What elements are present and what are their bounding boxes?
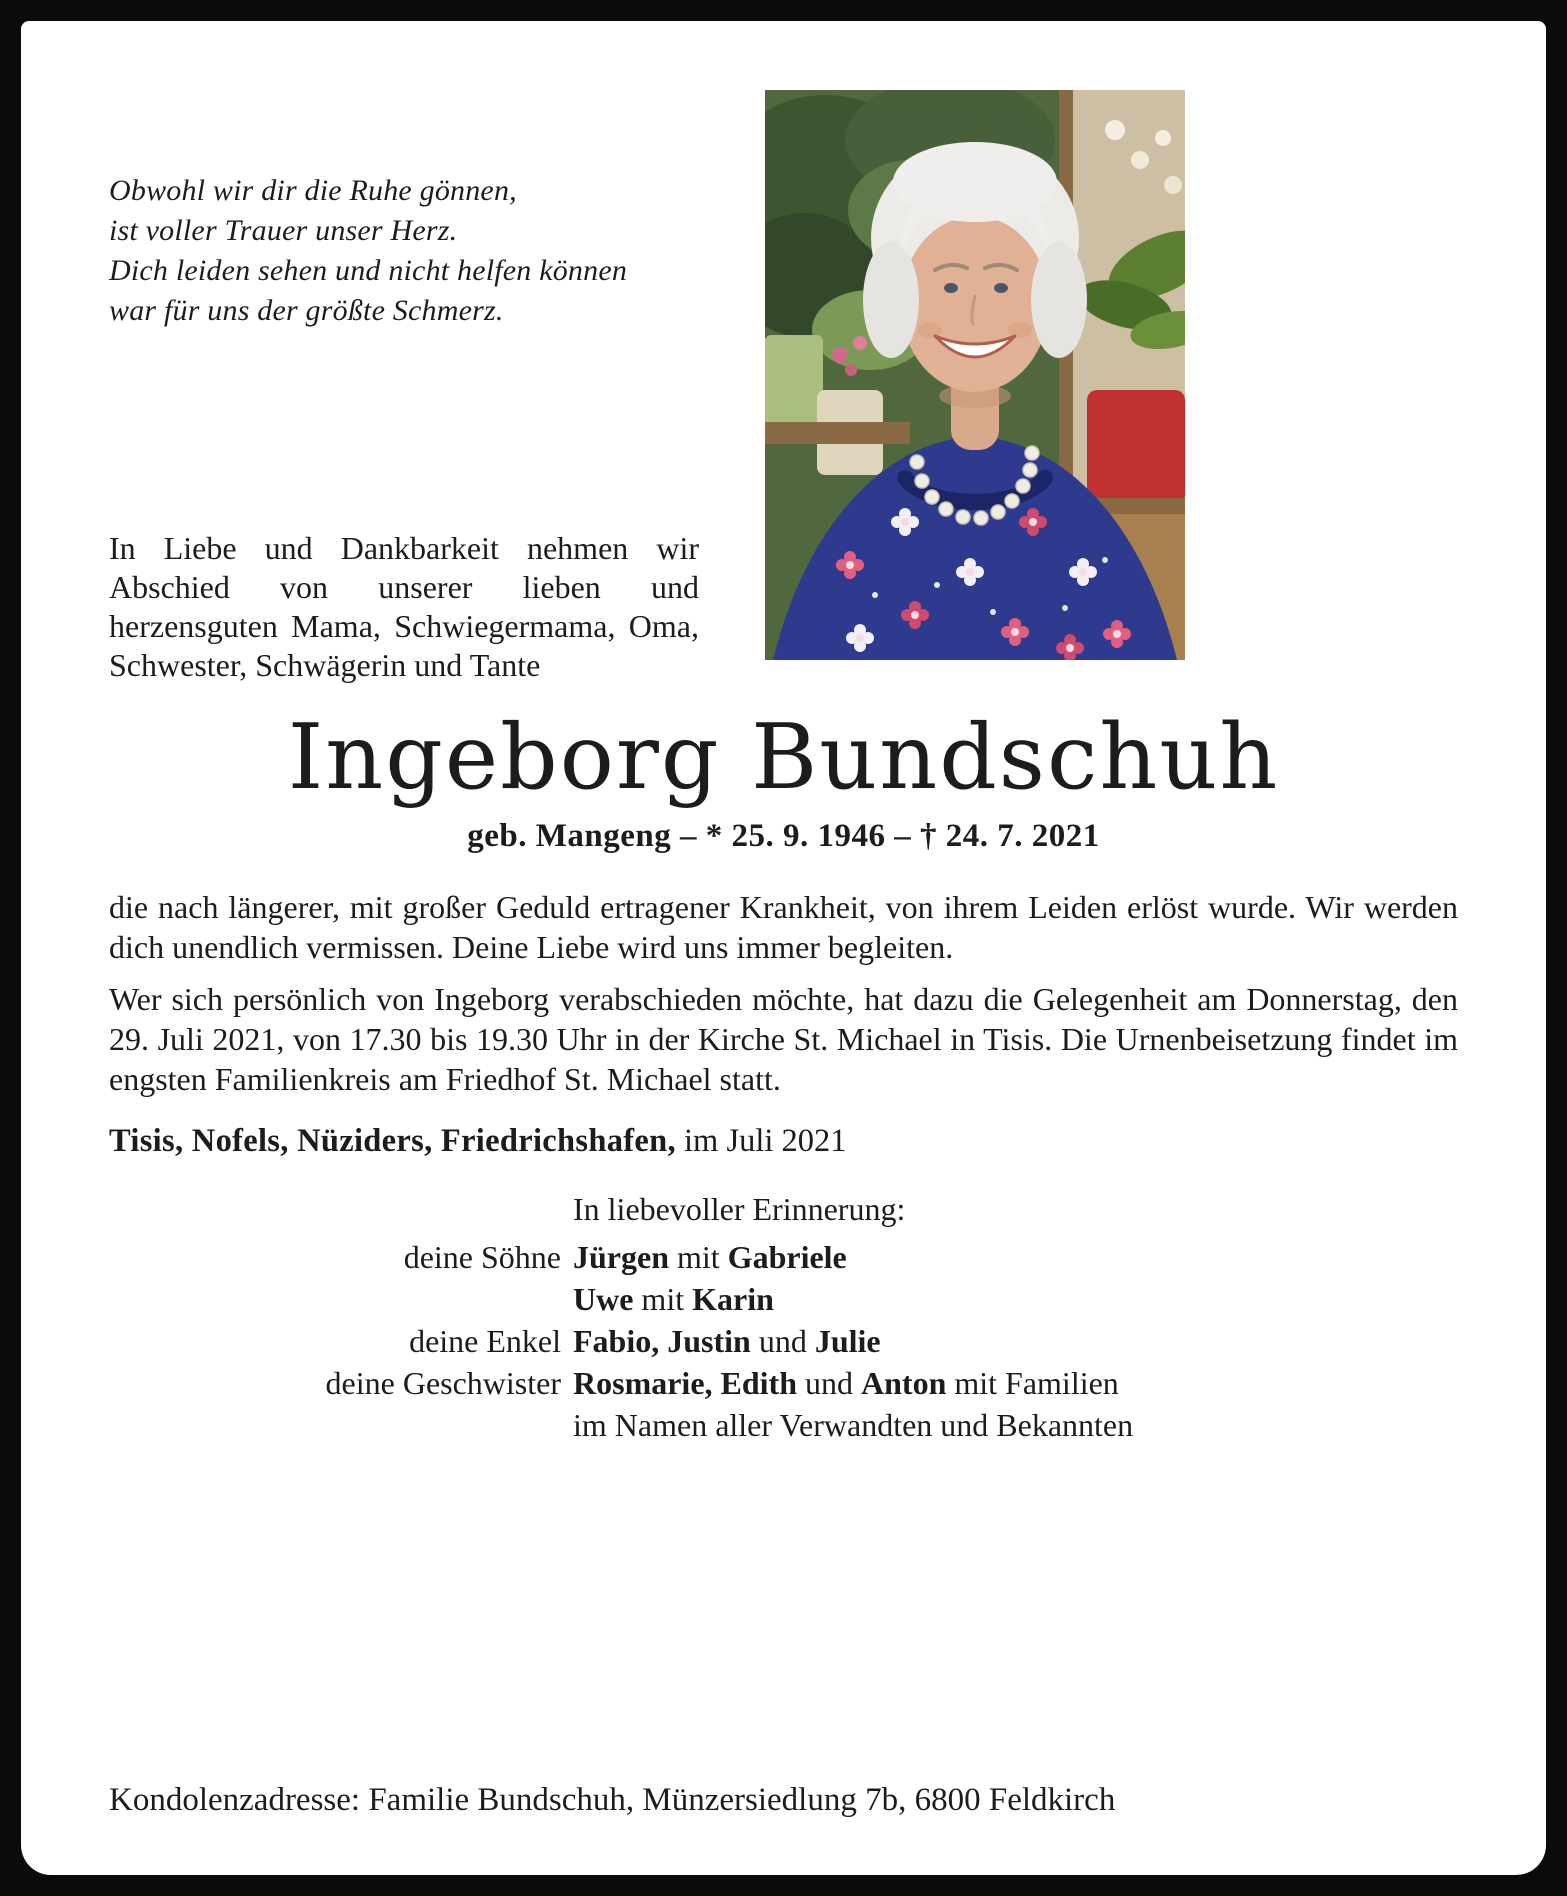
- portrait-photo: [765, 90, 1185, 660]
- memorial-row-im-namen: [109, 1404, 1458, 1446]
- memorial-closing: im Namen aller Verwandten und Bekannten: [573, 1406, 1134, 1443]
- birth-death-line: geb. Mangeng – * 25. 9. 1946 – † 24. 7. 2021: [467, 817, 1100, 854]
- condolence-line: Kondolenzadresse: Familie Bundschuh, Münzersiedlung 7b, 6800 Feldkirch: [109, 1782, 1116, 1818]
- intro-text: In Liebe und Dankbarkeit nehmen wir Abschied von unserer lieben und herzensguten Mama, Schwiegermama, Oma, Schwester, Schwägerin und Tante: [109, 530, 699, 683]
- poem: [109, 171, 729, 331]
- places-line: [109, 1123, 1458, 1160]
- memorial-row-enkel: deine Enkel Fabio, Justin und Julie: [109, 1320, 1458, 1362]
- places-bold: Tisis, Nofels, Nüziders, Friedrichshafen,: [109, 1122, 676, 1159]
- memorial-row-geschwister: deine Geschwister Rosmarie, Edith und Anton mit Familien: [109, 1362, 1458, 1404]
- memorial-title: In liebevoller Erinnerung:: [573, 1190, 906, 1227]
- memorial-label: [109, 1278, 561, 1320]
- obituary-card: [21, 21, 1546, 1875]
- memorial-row-uwe: Uwe mit Karin: [109, 1278, 1458, 1320]
- places-rest: im Juli 2021: [675, 1122, 847, 1159]
- memorial-label: deine Söhne: [403, 1238, 561, 1275]
- poem-line: ist voller Trauer unser Herz.: [109, 214, 458, 247]
- memorial-title-row: [109, 1188, 1458, 1230]
- memorial-row-soehne: deine Söhne Jürgen mit Gabriele: [109, 1236, 1458, 1278]
- memorial-label: deine Geschwister: [325, 1364, 561, 1401]
- body-paragraph-1: die nach längerer, mit großer Geduld ertragener Krankheit, von ihrem Leiden erlöst wurde. Wir werden dich unendlich vermissen. Deine Liebe wird uns immer begleiten.: [109, 888, 1458, 965]
- deceased-name: Ingeborg Bundschuh: [287, 705, 1280, 810]
- poem-line: Dich leiden sehen und nicht helfen können: [109, 254, 628, 287]
- memorial-label: deine Enkel: [409, 1322, 561, 1359]
- poem-line: war für uns der größte Schmerz.: [109, 294, 504, 327]
- body-paragraph-2: Wer sich persönlich von Ingeborg verabschieden möchte, hat dazu die Gelegenheit am Donnerstag, den 29. Juli 2021, von 17.30 bis 19.30 Uhr in der Kirche St. Michael in Tisis. Die Urnenbeisetzung findet im engsten Familienkreis am Friedhof St. Michael statt.: [109, 980, 1458, 1097]
- poem-line: Obwohl wir dir die Ruhe gönnen,: [109, 174, 517, 207]
- memorial-block: [109, 1188, 1458, 1446]
